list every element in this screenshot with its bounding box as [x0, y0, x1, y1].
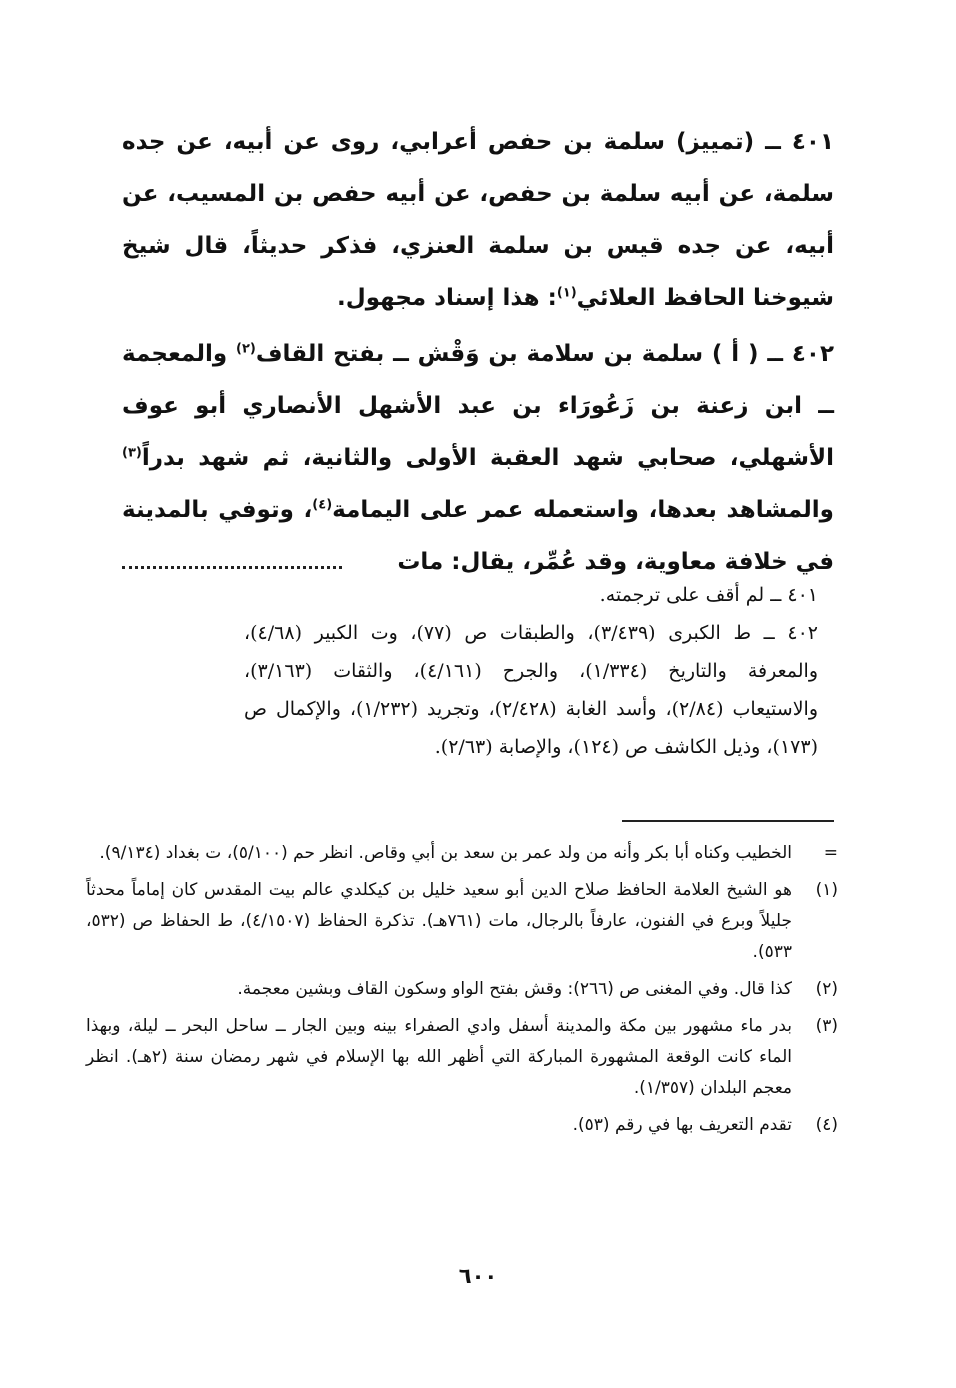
source-notes	[244, 576, 818, 766]
main-text	[122, 116, 834, 588]
page-number: ٦٠٠	[458, 1264, 498, 1288]
footnotes	[86, 838, 838, 1147]
footnote-2	[86, 974, 838, 1005]
footnote-text: تقدم التعريف بها في رقم (٥٣).	[572, 1115, 792, 1135]
entry-text: : هذا إسناد مجهول.	[337, 285, 557, 311]
footnote-ref[interactable]: (٤)	[312, 497, 333, 513]
footnote-mark: (٢)	[815, 979, 838, 999]
footnote-separator	[622, 820, 834, 822]
footnote-3	[86, 1011, 838, 1104]
source-note-401: ٤٠١ ــ لم أقف على ترجمته.	[599, 584, 818, 606]
source-note-402: ٤٠٢ ــ ط الكبرى (٣/٤٣٩)، والطبقات ص (٧٧)، وت الكبير (٤/٦٨)، والمعرفة والتاريخ (١/٣٣٤)، والجرح (٤/١٦١)، والثقات (٣/١٦٣)، والاستيعاب (٢/٨٤)، وأسد الغابة (٢/٤٢٨)، وتجريد (١/٢٣٢)، والإكمال ص (١٧٣)، وذيل الكاشف ص (١٢٤)، والإصابة (٢/٦٣).	[244, 622, 818, 758]
footnote-mark: (٣)	[815, 1016, 838, 1036]
footnote-1	[86, 875, 838, 968]
footnote-4	[86, 1110, 838, 1141]
entry-401	[122, 116, 834, 324]
footnote-text: بدر ماء مشهور بين مكة والمدينة أسفل وادي الصفراء بينه وبين الجار ــ ساحل البحر ــ ليلة، وبهذا الماء كانت الوقعة المشهورة المباركة التي أظهر الله بها الإسلام في شهر رمضان سنة (٢هـ). انظر معجم البلدان (١/٣٥٧).	[86, 1016, 792, 1098]
entry-text: ٤٠٢ ــ ( أ ) سلمة بن سلامة بن وَقْش ــ بفتح القاف	[255, 341, 834, 367]
footnote-continued	[86, 838, 838, 869]
footnote-mark: (١)	[815, 880, 838, 900]
dotted-separator	[122, 546, 342, 569]
footnote-text: هو الشيخ العلامة الحافظ صلاح الدين أبو سعيد خليل بن كيكلدي عالم بيت المقدس كان إماماً محدثاً جليلاً وبرع في الفنون، عارفاً بالرجال، مات (٧٦١هـ). تذكرة الحفاظ (٤/١٥٠٧)، ط الحفاظ ص (٥٣٢، ٥٣٣).	[86, 880, 792, 962]
entry-text: والمعجمة ــ ابن زعنة بن زَعُورَاء بن عبد الأشهل الأنصاري أبو عوف الأشهلي، صحابي شهد العقبة الأولى والثانية، ثم شهد بدراً	[122, 341, 834, 471]
entry-text: ٤٠١ ــ (تمييز) سلمة بن حفص أعرابي، روى عن أبيه، عن جده سلمة، عن أبيه سلمة بن حفص، عن أبيه حفص بن المسيب، عن أبيه، عن جده قيس بن سلمة العنزي، فذكر حديثاً، قال شيخ شيوخنا الحافظ العلائي	[122, 129, 834, 311]
footnote-mark: (٤)	[815, 1115, 838, 1135]
footnote-mark: =	[823, 843, 838, 863]
footnote-text: كذا قال. وفي المغنى ص (٢٦٦): وقش بفتح الواو وسكون القاف وبشين معجمة.	[237, 979, 792, 999]
footnote-ref[interactable]: (٣)	[122, 445, 142, 461]
footnote-text: الخطيب وكناه أبا بكر وأنه من ولد عمر بن سعد بن أبي وقاص. انظر حم (٥/١٠٠)، ت بغداد (٩/١٣٤).	[99, 843, 792, 863]
footnote-ref[interactable]: (٢)	[236, 341, 256, 357]
footnote-ref[interactable]: (١)	[556, 285, 577, 301]
entry-text: والمشاهد بعدها، واستعمله عمر على اليمامة	[332, 497, 834, 523]
entry-text: ، وتوفي بالمدينة في خلافة معاوية، وقد عُمِّر، يقال: مات	[122, 497, 834, 575]
